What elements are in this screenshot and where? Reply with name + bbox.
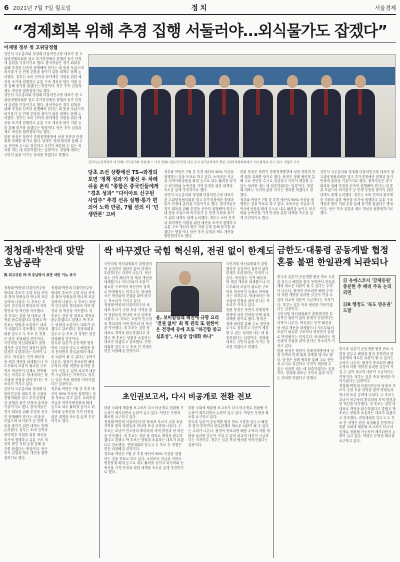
newspaper-brand: 서울경제 (374, 6, 396, 12)
photo-person (311, 75, 341, 157)
sidebar-item-2: 日R 행정도 '독도 영유권' 도발 (343, 303, 392, 314)
col-b-sub-body-1 (104, 406, 184, 558)
col-a-text-cont2: 김민석 국무총리와 정청래 더불어민주당 대표가 첫 고위당정협의회를 열고 추가경정예산 집행과 물가 안정에 총력을 기울이기로 했다. 참석자들은 경기 회복을 위해 추경을 신속히 집행해야 한다는 데 뜻을 모았으며 외식물가 등 민생 부담을 줄이기 위한 대책도 함께 논의했다. 정부는 소비 진작과 취약계층 지원을 위한 예산을 조기에 집행하고 유통 구조 개선과 할인 지원 등을 통해 물가를 잡겠다는 방침이다. 당은 후속 입법과 제도 개선을 뒷받침하기로 했다. (4, 387, 48, 460)
col-a-text-2-cont2: 정부와 여당은 7월 중 추경 예산의 90% 이상을 집행하는 것을 목표로 하고 있다. 소비쿠폰 지급과 지역사랑상품권 확대 등으로 내수 활력을 높이고 외식비와 농축산물 가격 안정을 위한 대책을 속도감 있게 추진하기로 했다. (51, 387, 96, 424)
col-b-sub-body-2 (188, 406, 270, 558)
photo-person (175, 75, 205, 157)
lead-body-left-cont2: 한편 당정은 하반기 경제정책방향에 성장 전략과 민생 회복 과제를 담기로 했다. 당정은 정례 협의를 통해 주요 현안을 수시로 점검하고 국민이 체감할 수 있는 성과를 내는 데 집중하겠다는 입장이다. 정청래 대표는 국민의 삶을 지키는 정치를 하겠다고 말했다. (4, 134, 83, 158)
caption-text: 김민석(오른쪽에서 네 번째) 국무총리와 정청래(〃 다섯 번째) 더불어민주당 대표 등이 총리공관에서 열린 고위당정협의회에서 기념 촬영을 하고 있다. (88, 160, 283, 164)
headline-rule (4, 42, 396, 43)
col-b-headline: 싹 바꾸겠단 국힘 혁신위, 전권 없이 한계도 (104, 247, 275, 257)
col-a-text-cont: 국민의힘 혁신위원회가 출범했지만 실질적인 권한이 없어 한계가 뚜렷하다는 지적이 나온다. 혁신위는 인적 쇄신과 당 체질 개선을 내세웠으나 지도부와의 조율이 필요한 구조여서 혁신안이 실제로 반영될지는 미지수다. 당내에서는 혁신위에 전권을 줘야 한다는 목소리가 커지고 있다. (4, 341, 48, 387)
col-c-text-cont: 국민의힘 혁신위원회가 출범했지만 실질적인 권한이 없어 한계가 뚜렷하다는 지적이 나온다. 혁신위는 인적 쇄신과 당 체질 개선을 내세웠으나 지도부와의 조율이 필요한 구조여서 혁신안이 실제로 반영될지는 미지수다. 당내에서는 혁신위에 전권을 줘야 한다는 목소리가 커지고 있다. (277, 311, 335, 348)
col-c-headline: 금한도·대통령 공동게발 협정 혼롱 불편 한일관계 뇌관되나 (277, 246, 389, 268)
sidebar-item-1: 日 유에스코서 '강제동원' 충분한 추 배려 주육 논의 외면 (343, 279, 392, 296)
col-b-text-2-cont: 한편 당정은 하반기 경제정책방향에 성장 전략과 민생 회복 과제를 담기로 했다. 당정은 정례 협의를 통해 주요 현안을 수시로 점검하고 국민이 체감할 수 있는 성과를 내는 데 집중하겠다는 입장이다. 정청래 대표는 국민의 삶을 지키는 정치를 하겠다고 말했다. (226, 307, 270, 349)
lead-pull-quote: 당초 조선 상황에선 TS→와정되 포면 '정책 성과'가 좋신 두 차례 쉬움 폰리 "종합은 중국인들에게 "경초 성과" "다이아트 신구된 사업주" 추경 선유 실행·통가 편의어 노력 만큼, 7월 선의 이 '민생반론' 고비 (88, 170, 159, 218)
col-b-text: 국민의힘 혁신위원회가 출범했지만 실질적인 권한이 없어 한계가 뚜렷하다는 지적이 나온다. 혁신위는 인적 쇄신과 당 체질 개선을 내세웠으나 지도부와의 조율이 필요한 구조여서 혁신안이 실제로 반영될지는 미지수다. 당내에서는 혁신위에 전권을 줘야 한다는 목소리가 커지고 있다. (104, 262, 153, 303)
lead-headline: “경제회복 위해 추경 집행 서둘러야…외식물가도 잡겠다” (12, 22, 388, 40)
photographer-credit: 성형주 기자 (283, 160, 300, 164)
column-divider (273, 244, 274, 558)
photo-person (107, 75, 137, 157)
lead-body-right-cont: 정부와 여당은 7월 중 추경 예산의 90% 이상을 집행하는 것을 목표로 하고 있다. 소비쿠폰 지급과 지역사랑상품권 확대 등으로 내수 활력을 높이고 외식비와 농축산물 가격 안정을 위한 대책을 속도감 있게 추진하기로 했다. (240, 197, 316, 220)
col-a-body-1 (4, 286, 48, 558)
col-c-text: 한국과 일본이 공동개발 협정 만료 시한을 앞두고 해법을 찾지 못하면서 한일관계의 새로운 뇌관이 될 수 있다는 우려가 나온다. 협정이 종료되면 해당 수역의 자원 개발을 둘러싼 갈등이 커질 수 있어 외교적 대응이 시급하다는 지적이다. 정부는 일본 측과 협의를 이어가겠다는 입장이다. (277, 275, 335, 312)
header-rule (4, 14, 396, 15)
col-b-sub-headline: 초인권보고서, 다시 비공개로 전환 전보 (122, 392, 252, 401)
col-c-text-2-cont: 정청래·박찬대 더불어민주당 당대표 후보가 주말 호남 지역을 찾아 당원들과 만나며 표심 공략에 나섰다. 두 후보는 호남이 민주당의 뿌리라며 지역 발전과 당 혁신을 약속했다. 정 후보는 강한 당 대표로 개혁을 완수하겠다고 말했고 박 후보는 당원과 소통하는 대표가 되겠다고 강조했다. 전당대회를 앞두고 두 후보 간 경쟁은 한층 치열해질 전망이다. (339, 383, 396, 425)
lead-left-column (4, 46, 84, 236)
col-b-sub-text-cont2: 정부와 여당은 7월 중 추경 예산의 90% 이상을 집행하는 것을 목표로 하고 있다. 소비쿠폰 지급과 지역사랑상품권 확대 등으로 내수 활력을 높이고 외식비와 농축산물 가격 안정을 위한 대책을 속도감 있게 추진하기로 했다. (104, 451, 184, 475)
lead-body-left-cont: 김민석 국무총리와 정청래 더불어민주당 대표가 첫 고위당정협의회를 열고 추가경정예산 집행과 물가 안정에 총력을 기울이기로 했다. 참석자들은 경기 회복을 위해 추경을 신속히 집행해야 한다는 데 뜻을 모았으며 외식물가 등 민생 부담을 줄이기 위한 대책도 함께 논의했다. 정부는 소비 진작과 취약계층 지원을 위한 예산을 조기에 집행하고 유통 구조 개선과 할인 지원 등을 통해 물가를 잡겠다는 방침이다. 당은 후속 입법과 제도 개선을 뒷받침하기로 했다. (4, 93, 84, 135)
col-b-pull-quote: 윤, 보비함립래 해연에 규명 요리 '전권 없어' 최 혁 관의 또 원한이은 전경에 등에 조로 "하긴함 중고 실효성", 사실상 압대화 하나" (156, 316, 222, 340)
column-divider (99, 244, 100, 558)
lead-right-column (240, 170, 316, 236)
page-header (4, 3, 396, 13)
col-c-body-2 (339, 347, 396, 558)
col-c-body-1 (277, 275, 335, 558)
col-b-body-1 (104, 262, 152, 382)
col-b-sub-text-cont: 정청래·박찬대 더불어민주당 당대표 후보가 주말 호남 지역을 찾아 당원들과 만나며 표심 공략에 나섰다. 두 후보는 호남이 민주당의 뿌리라며 지역 발전과 당 혁신을 약속했다. 정 후보는 강한 당 대표로 개혁을 완수하겠다고 말했고 박 후보는 당원과 소통하는 대표가 되겠다고 강조했다. 전당대회를 앞두고 두 후보 간 경쟁은 한층 치열해질 전망이다. (104, 419, 184, 452)
lead-photo (88, 54, 396, 158)
col-c-sidebar-box (339, 275, 396, 343)
col-b-rule (104, 386, 270, 387)
col-c-text-2: 한국과 일본이 공동개발 협정 만료 시한을 앞두고 해법을 찾지 못하면서 한일관계의 새로운 뇌관이 될 수 있다는 우려가 나온다. 협정이 종료되면 해당 수역의 자원 개발을 둘러싼 갈등이 커질 수 있어 외교적 대응이 시급하다는 지적이다. 정부는 일본 측과 협의를 이어가겠다는 입장이다. (339, 347, 395, 384)
col-a-body-2 (51, 286, 96, 558)
col-b-body-2 (226, 262, 270, 382)
page-number: 6 (4, 4, 9, 12)
section-name: 정치 (191, 4, 209, 12)
lead-subhead: 이재명 정부 첫 고위당정협 (4, 46, 58, 51)
col-b-photo (156, 262, 222, 312)
lead-body-right: 한편 당정은 하반기 경제정책방향에 성장 전략과 민생 회복 과제를 담기로 했다. 당정은 정례 협의를 통해 주요 현안을 수시로 점검하고 국민이 체감할 수 있는 성과를 내는 데 집중하겠다는 입장이다. 정청래 대표는 국민의 삶을 지키는 정치를 하겠다고 말했다. (240, 170, 316, 197)
lead-body-mid-cont: 김민석 국무총리와 정청래 더불어민주당 대표가 첫 고위당정협의회를 열고 추가경정예산 집행과 물가 안정에 총력을 기울이기로 했다. 참석자들은 경기 회복을 위해 추경을 신속히 집행해야 한다는 데 뜻을 모았으며 외식물가 등 민생 부담을 줄이기 위한 대책도 함께 논의했다. 정부는 소비 진작과 취약계층 지원을 위한 예산을 조기에 집행하고 유통 구조 개선과 할인 지원 등을 통해 물가를 잡겠다는 방침이다. 당은 후속 입법과 제도 개선을 뒷받침하기로 했다. (164, 192, 236, 239)
col-b-text-cont: 정청래·박찬대 더불어민주당 당대표 후보가 주말 호남 지역을 찾아 당원들과 만나며 표심 공략에 나섰다. 두 후보는 호남이 민주당의 뿌리라며 지역 발전과 당 혁신을 약속했다. 정 후보는 강한 당 대표로 개혁을 완수하겠다고 말했고 박 후보는 당원과 소통하는 대표가 되겠다고 강조했다. 전당대회를 앞두고 두 후보 간 경쟁은 한층 치열해질 전망이다. (104, 303, 152, 354)
col-a-text-2-cont: 한국과 일본이 공동개발 협정 만료 시한을 앞두고 해법을 찾지 못하면서 한일관계의 새로운 뇌관이 될 수 있다는 우려가 나온다. 협정이 종료되면 해당 수역의 자원 개발을 둘러싼 갈등이 커질 수 있어 외교적 대응이 시급하다는 지적이다. 정부는 일본 측과 협의를 이어가겠다는 입장이다. (51, 341, 96, 387)
col-b-sub-text-2: 한편 국회에 제출될 보고서가 다시 비공개로 전환될 가능성이 제기되면서 논란이 일고 있다. 야당은 투명성 확보를 요구하고 있다. (188, 406, 269, 420)
col-c-text-2-cont2: 한편 국회에 제출될 보고서가 다시 비공개로 전환될 가능성이 제기되면서 논란이 일고 있다. 야당은 투명성 확보를 요구하고 있다. (339, 425, 396, 443)
lead-body-mid: 정부와 여당은 7월 중 추경 예산의 90% 이상을 집행하는 것을 목표로 하고 있다. 소비쿠폰 지급과 지역사랑상품권 확대 등으로 내수 활력을 높이고 외식비와 농축산물 가격 안정을 위한 대책을 속도감 있게 추진하기로 했다. (164, 170, 236, 193)
lead-body-left: 김민석 국무총리와 정청래 더불어민주당 대표가 첫 고위당정협의회를 열고 추가경정예산 집행과 물가 안정에 총력을 기울이기로 했다. 참석자들은 경기 회복을 위해 추경을 신속히 집행해야 한다는 데 뜻을 모았으며 외식물가 등 민생 부담을 줄이기 위한 대책도 함께 논의했다. 정부는 소비 진작과 취약계층 지원을 위한 예산을 조기에 집행하고 유통 구조 개선과 할인 지원 등을 통해 물가를 잡겠다는 방침이다. 당은 후속 입법과 제도 개선을 뒷받침하기로 했다. (4, 52, 84, 93)
lead-mid-column (164, 170, 236, 239)
col-a-text-2: 정청래·박찬대 더불어민주당 당대표 후보가 주말 호남 지역을 찾아 당원들과 만나며 표심 공략에 나섰다. 두 후보는 호남이 민주당의 뿌리라며 지역 발전과 당 혁신을 약속했다. 정 후보는 강한 당 대표로 개혁을 완수하겠다고 말했고 박 후보는 당원과 소통하는 대표가 되겠다고 강조했다. 전당대회를 앞두고 두 후보 간 경쟁은 한층 치열해질 전망이다. (51, 286, 96, 341)
col-b-sub-text: 한편 국회에 제출될 보고서가 다시 비공개로 전환될 가능성이 제기되면서 논란이 일고 있다. 야당은 투명성 확보를 요구하고 있다. (104, 406, 184, 420)
col-a-subtitle: 與 최고위원 바·새 호남방식 표면 네번 이뉴 보아 (4, 273, 76, 277)
section-rule (4, 240, 396, 241)
photo-person (277, 75, 307, 157)
col-a-text: 정청래·박찬대 더불어민주당 당대표 후보가 주말 호남 지역을 찾아 당원들과 만나며 표심 공략에 나섰다. 두 후보는 호남이 민주당의 뿌리라며 지역 발전과 당 혁신을 약속했다. 정 후보는 강한 당 대표로 개혁을 완수하겠다고 말했고 박 후보는 당원과 소통하는 대표가 되겠다고 강조했다. 전당대회를 앞두고 두 후보 간 경쟁은 한층 치열해질 전망이다. (4, 286, 48, 341)
photo-person (243, 75, 273, 157)
lead-body-far-right: 김민석 국무총리와 정청래 더불어민주당 대표가 첫 고위당정협의회를 열고 추가경정예산 집행과 물가 안정에 총력을 기울이기로 했다. 참석자들은 경기 회복을 위해 추경을 신속히 집행해야 한다는 데 뜻을 모았으며 외식물가 등 민생 부담을 줄이기 위한 대책도 함께 논의했다. 정부는 소비 진작과 취약계층 지원을 위한 예산을 조기에 집행하고 유통 구조 개선과 할인 지원 등을 통해 물가를 잡겠다는 방침이다. 당은 후속 입법과 제도 개선을 뒷받침하기로 했다. (320, 170, 395, 216)
col-c-text-cont2: 한편 당정은 하반기 경제정책방향에 성장 전략과 민생 회복 과제를 담기로 했다. 당정은 정례 협의를 통해 주요 현안을 수시로 점검하고 국민이 체감할 수 있는 성과를 내는 데 집중하겠다는 입장이다. 정청래 대표는 국민의 삶을 지키는 정치를 하겠다고 말했다. (277, 348, 335, 381)
photo-caption (88, 160, 396, 164)
col-b-sub-text-2-cont: 한국과 일본이 공동개발 협정 만료 시한을 앞두고 해법을 찾지 못하면서 한일관계의 새로운 뇌관이 될 수 있다는 우려가 나온다. 협정이 종료되면 해당 수역의 자원 개발을 둘러싼 갈등이 커질 수 있어 외교적 대응이 시급하다는 지적이다. 정부는 일본 측과 협의를 이어가겠다는 입장이다. (188, 419, 270, 447)
issue-date: 2021년 7월 7일 월요일 (12, 6, 71, 12)
col-b-text-2: 국민의힘 혁신위원회가 출범했지만 실질적인 권한이 없어 한계가 뚜렷하다는 지적이 나온다. 혁신위는 인적 쇄신과 당 체질 개선을 내세웠으나 지도부와의 조율이 필요한 구조여서 혁신안이 실제로 반영될지는 미지수다. 당내에서는 혁신위에 전권을 줘야 한다는 목소리가 커지고 있다. (226, 262, 270, 308)
photo-person (345, 75, 375, 157)
lead-far-right-column (320, 170, 396, 236)
col-a-headline: 정청래·박찬대 맞말 호남공략 (4, 246, 85, 269)
photo-person (209, 75, 239, 157)
photo-person (141, 75, 171, 157)
